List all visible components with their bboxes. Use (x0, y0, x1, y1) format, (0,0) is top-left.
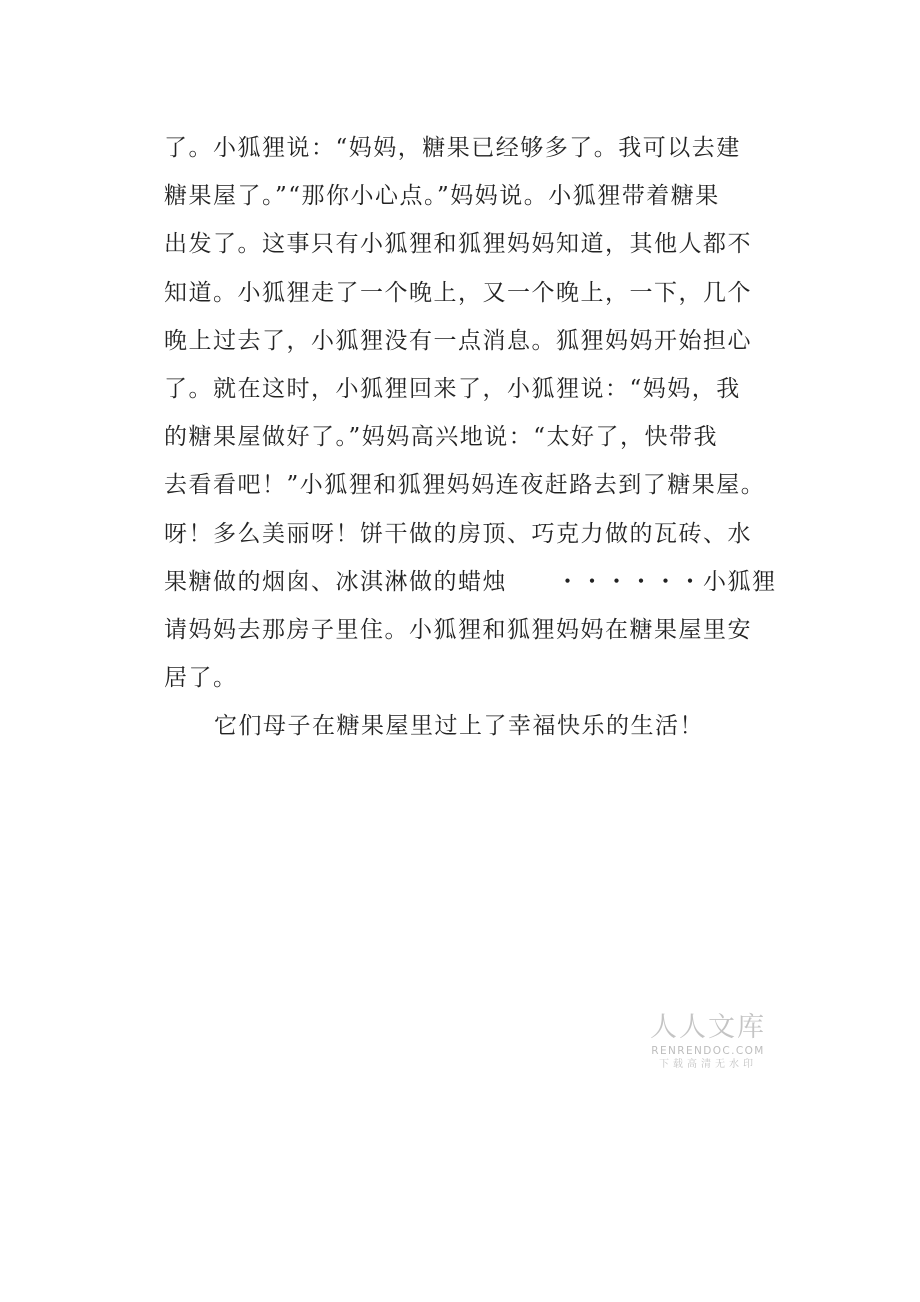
text-line: 了。就在这时，小狐狸回来了，小狐狸说：“妈妈，我 (164, 375, 741, 402)
text-line: 了。小狐狸说：“妈妈，糖果已经够多了。我可以去建 (164, 135, 741, 161)
text-line: 请妈妈去那房子里住。小狐狸和狐狸妈妈在糖果屋里安 (164, 616, 752, 643)
text-line: 出发了。这事只有小狐狸和狐狸妈妈知道，其他人都不 (164, 231, 752, 258)
watermark-domain: RENRENDOC.COM (651, 1045, 765, 1057)
text-line: 的糖果屋做好了。”妈妈高兴地说：“太好了，快带我 (164, 424, 719, 451)
text-line: 知道。小狐狸走了一个晚上，又一个晚上，一下，几个 (164, 279, 752, 306)
watermark-subtitle: 下载高清无水印 (659, 1059, 757, 1070)
watermark (642, 1012, 774, 1072)
text-line: 去看看吧！”小狐狸和狐狸妈妈连夜赶路去到了糖果屋。 (164, 472, 766, 499)
text-line: 居了。 (164, 665, 238, 692)
text-line: 糖果屋了。”“那你小心点。”妈妈说。小狐狸带着糖果 (164, 183, 720, 210)
text-line: 果糖做的烟囱、冰淇淋做的蜡烛 ・・・・・・小狐狸 (164, 568, 777, 595)
story-text (164, 124, 777, 750)
closing-paragraph: 它们母子在糖果屋里过上了幸福快乐的生活！ (214, 713, 704, 740)
watermark-title: 人人文库 (650, 1012, 766, 1043)
text-line: 晚上过去了，小狐狸没有一点消息。狐狸妈妈开始担心 (164, 327, 752, 354)
text-line: 呀！多么美丽呀！饼干做的房顶、巧克力做的瓦砖、水 (164, 520, 752, 547)
